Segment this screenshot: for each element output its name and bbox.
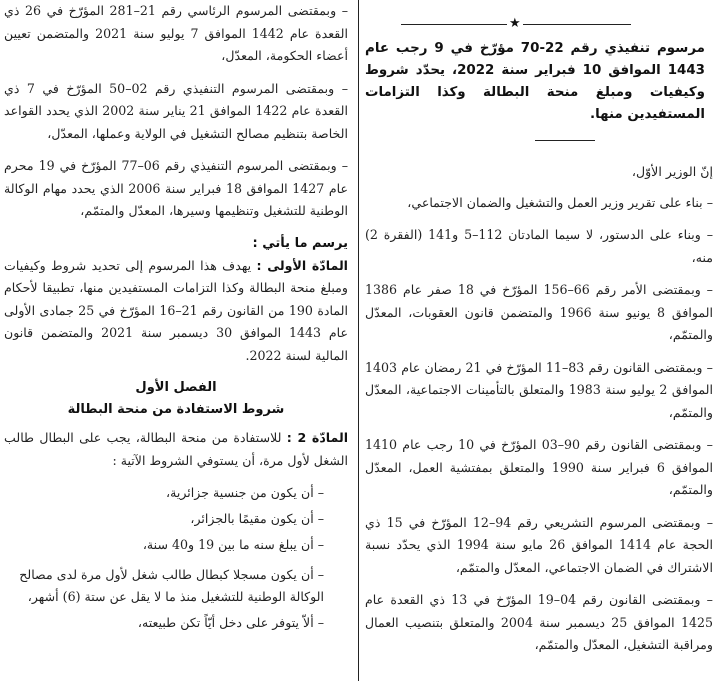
preamble-intro: إنّ الوزير الأوّل، <box>631 164 713 179</box>
preamble-item: – وبمقتضى الأمر رقم 66–156 المؤرّخ في 18 صفر عام 1386 الموافق 8 يونيو سنة 1966 والمتضمن قانون العقوبات، المعدّل والمتمّم، <box>365 282 713 342</box>
article-2-label: المادّة 2 : <box>286 430 349 445</box>
preamble-item: – وبناء على الدستور، لا سيما المادتان 112–5 و141 (الفقرة 2) منه، <box>365 227 714 265</box>
preamble-item: – وبمقتضى القانون رقم 83–11 المؤرّخ في 21 رمضان عام 1403 الموافق 2 يوليو سنة 1983 والمتعلق بالتأمينات الاجتماعية، المعدّل والمتمّم، <box>365 359 713 420</box>
article-2-text: للاستفادة من منحة البطالة، يجب على البطال طالب الشغل لأول مرة، أن يستوفي الشروط الآتية : <box>4 430 348 468</box>
article-1-text: يهدف هذا المرسوم إلى تحديد شروط وكيفيات ومبلغ منحة البطالة وكذا التزامات المستفيدين منها، تطبيقا لأحكام المادة 190 من القانون رقم 21–16 المؤرّخ في 25 جمادى الأولى عام 1443 الموافق 30 ديسمبر سنة 2021 والمتضمن قانون المالية لسنة 2022. <box>4 257 349 363</box>
preamble-item: – وبمقتضى المرسوم التنفيذي رقم 02–50 المؤرّخ في 7 ذي القعدة عام 1422 الموافق 21 يناير سنة 2002 الذي يحدد القواعد الخاصة بتنظيم مصالح التشغيل في الولاية وعملها، المعدّل، <box>4 80 349 141</box>
condition-item: – أن يكون من جنسية جزائرية، <box>166 485 324 500</box>
left-column <box>2 0 352 638</box>
preamble-item: – وبمقتضى المرسوم الرئاسي رقم 21–281 المؤرّخ في 26 ذي القعدة عام 1442 الموافق 7 يوليو سنة 2021 والمتضمن تعيين أعضاء الحكومة، المعدّل، <box>4 3 348 63</box>
article-2 <box>4 427 348 472</box>
preamble-item: – وبمقتضى القانون رقم 90–03 المؤرّخ في 10 رجب عام 1410 الموافق 6 فبراير سنة 1990 والمتعلق بمفتشية العمل، المعدّل والمتمّم، <box>365 437 713 497</box>
preamble-item: – بناء على تقرير وزير العمل والتشغيل والضمان الاجتماعي، <box>407 194 713 210</box>
title-underline <box>535 140 595 141</box>
decrees-heading: يرسم ما يأتي : <box>252 235 348 251</box>
right-column <box>365 0 717 667</box>
preamble-item: – وبمقتضى المرسوم التنفيذي رقم 06–77 المؤرّخ في 19 محرم عام 1427 الموافق 18 فبراير سنة 2006 الذي يحدد مهام الوكالة الوطنية للتشغيل وتنظيمها وسيرها، المعدّل والمتمّم، <box>4 158 349 218</box>
condition-item: – ألاّ يتوفر على دخل أيّاً تكن طبيعته، <box>137 615 324 630</box>
decree-title: مرسوم تنفيذي رقم 22-70 مؤرّخ في 9 رجب عام 1443 الموافق 10 فبراير سنة 2022، يحدّد شروط وكيفيات ومبلغ منحة البطالة وكذا التزامات المستفيدين منها. <box>365 41 705 122</box>
article-1 <box>4 255 348 368</box>
star-separator <box>365 18 713 32</box>
preamble-item: – وبمقتضى القانون رقم 04–19 المؤرّخ في 13 ذي القعدة عام 1425 الموافق 25 ديسمبر سنة 2004 والمتعلق بتنصيب العمال ومراقبة التشغيل، المعدّل والمتمّم، <box>365 592 713 652</box>
condition-item: – أن يكون مقيمًا بالجزائر، <box>190 511 324 526</box>
chapter-subtitle: شروط الاستفادة من منحة البطالة <box>67 402 285 417</box>
condition-item: – أن يكون مسجلا كبطال طالب شغل لأول مرة لدى مصالح الوكالة الوطنية للتشغيل منذ ما لا يقل عن ستة (6) أشهر، <box>19 567 324 604</box>
preamble-item: – وبمقتضى المرسوم التشريعي رقم 94–12 المؤرّخ في 15 ذي الحجة عام 1414 الموافق 26 مايو سنة 1994 الذي يحدّد نسبة الاشتراك في الضمان الاجتماعي، المعدّل والمتمّم، <box>365 514 713 575</box>
condition-item: – أن يبلغ سنه ما بين 19 و40 سنة، <box>142 537 324 552</box>
star-icon: ★ <box>509 16 521 31</box>
chapter-title: الفصل الأول <box>135 380 217 395</box>
cropped-previous-text <box>365 0 713 14</box>
column-divider <box>358 0 359 681</box>
article-1-label: المادّة الأولى : <box>256 257 348 273</box>
